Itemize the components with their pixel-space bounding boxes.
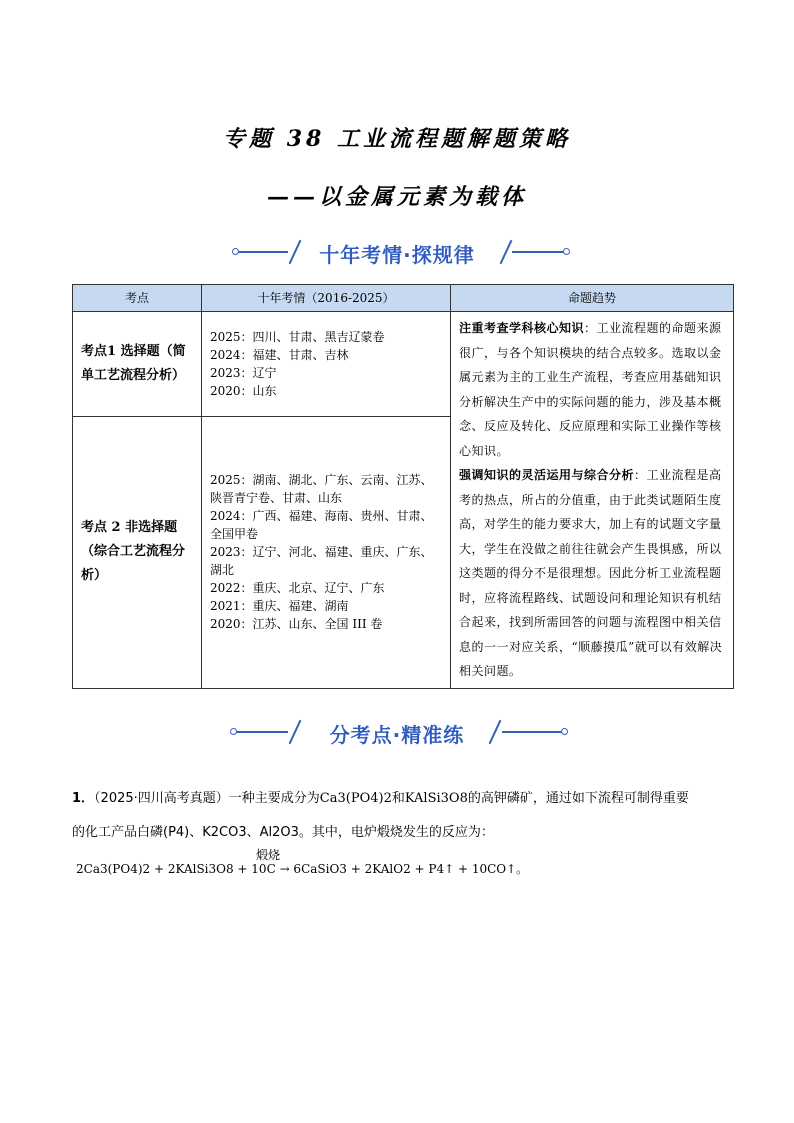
exam-year: 2020：山东 <box>210 383 277 398</box>
trend-heading: 注重考查学科核心知识 <box>459 321 585 335</box>
question-text: 一种主要成分为 <box>228 791 320 806</box>
banner-line <box>512 251 564 253</box>
page-subtitle: ——以金属元素为载体 <box>266 184 527 210</box>
reaction-equation: 2Ca3(PO4)2 + 2KAlSi3O8 + 10C → 6CaSiO3 + 2KAlO2 + P4↑ + 10CO↑。 <box>76 862 529 876</box>
exam-year: 2022：重庆、北京、辽宁、广东 <box>210 581 385 596</box>
trend-text: ：工业流程是高考的热点，所占的分值重，由于此类试题陌生度高，对学生的能力要求大，加上有的试题文字量大，学生在没做之前往往就会产生畏惧感，所以这类题的得分不是很理想。因此分析工业流程题时，应将流程路线、试题设问和理论知识有机结合起来，找到所需回答的问题与流程图中相关信息的一一对应关系，“顺藤摸瓜”就可以有效解决相关问题。 <box>459 468 723 678</box>
exam-year: 2023：辽宁 <box>210 365 277 380</box>
exam-year: 2021：重庆、福建、湖南 <box>210 599 349 614</box>
question-source: （2025·四川高考真题） <box>94 791 229 806</box>
exam-history <box>202 312 451 417</box>
table-header-row <box>73 285 734 312</box>
trend-text: ：工业流程题的命题来源很广，与各个知识模块的结合点较多。选取以金属元素为主的工业生产流程，考查应用基础知识分析解决生产中的实际问题的能力，涉及基本概念、反应及转化、反应原理和实际工业操作等核心知识。 <box>459 321 722 458</box>
table-row <box>73 312 734 417</box>
exam-year: 2024：福建、甘肃、吉林 <box>210 347 349 362</box>
header-cell: 考点 <box>73 285 202 312</box>
banner-dot-icon <box>561 728 568 735</box>
formula: Ca3(PO4)2 <box>319 791 392 806</box>
exam-year: 2023：辽宁、河北、福建、重庆、广东、湖北 <box>210 545 433 578</box>
exam-year: 2020：江苏、山东、全国 III 卷 <box>210 617 383 632</box>
exam-point: 考点 2 非选择题（综合工艺流程分析） <box>73 416 202 688</box>
trend-cell <box>451 312 734 689</box>
section-banner-1 <box>0 237 794 267</box>
question-number: 1． <box>72 791 95 806</box>
exam-history <box>202 416 451 688</box>
header-cell: 十年考情（2016-2025） <box>202 285 451 312</box>
reaction-condition: 煅烧 <box>256 848 281 862</box>
exam-point: 考点1 选择题（简单工艺流程分析） <box>73 312 202 417</box>
header-cell: 命题趋势 <box>451 285 734 312</box>
question-text: 的高钾磷矿，通过如下流程可制得重要 <box>467 791 689 806</box>
page-title: 专题 38 工业流程题解题策略 <box>223 126 571 152</box>
exam-trend-table <box>72 284 734 689</box>
exam-year: 2025：四川、甘肃、黑吉辽蒙卷 <box>210 329 385 344</box>
banner-title: 分考点·精准练 <box>329 723 465 747</box>
banner-line <box>502 731 562 733</box>
question-line-2: 的化工产品白磷(P4)、K2CO3、Al2O3。其中，电炉煅烧发生的反应为： <box>72 825 494 840</box>
exam-year: 2025：湖南、湖北、广东、云南、江苏、陕晋青宁卷、甘肃、山东 <box>210 473 433 506</box>
banner-title: 十年考情·探规律 <box>319 243 475 267</box>
question-text: 和 <box>391 791 405 806</box>
section-banner-2 <box>0 717 794 747</box>
banner-dot-icon <box>563 248 570 255</box>
exam-year: 2024：广西、福建、海南、贵州、甘肃、全国甲卷 <box>210 509 433 542</box>
trend-heading: 强调知识的灵活运用与综合分析 <box>459 468 635 482</box>
formula: KAlSi3O8 <box>404 791 468 806</box>
question-line-1 <box>72 787 732 806</box>
